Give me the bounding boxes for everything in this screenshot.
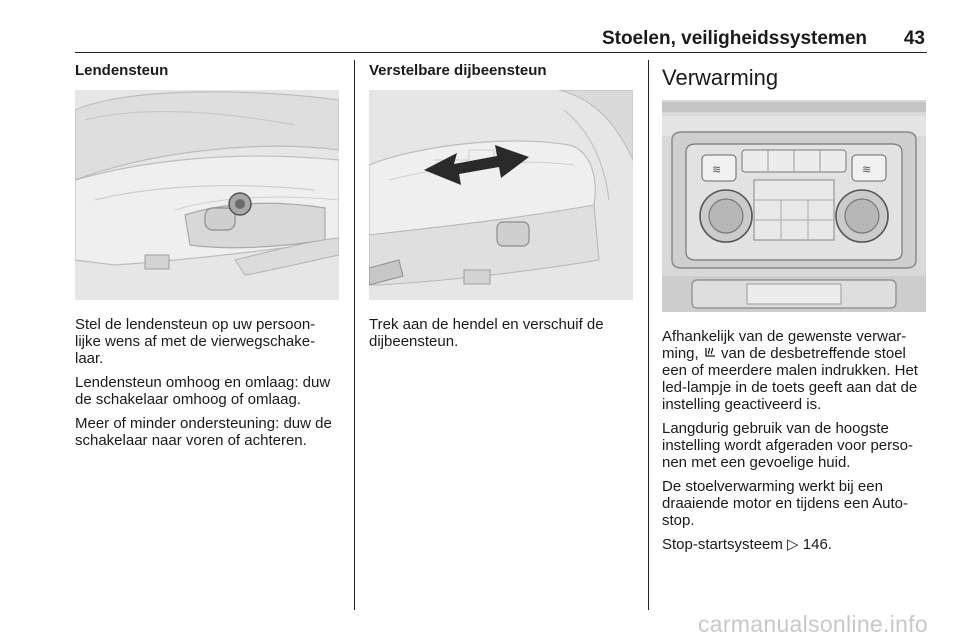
column-lumbar-support — [75, 60, 340, 456]
page-reference-link[interactable]: 146. — [802, 536, 832, 553]
lumbar-text — [75, 316, 340, 449]
paragraph: Lendensteun omhoog en omlaag: duw de schakelaar omhoog of omlaag. — [75, 374, 331, 408]
paragraph: De stoelverwarming werkt bij een draaiende motor en tijdens een Auto-stop. — [662, 478, 908, 529]
svg-text:≋: ≋ — [712, 163, 722, 176]
column-divider-2 — [648, 60, 649, 610]
page-reference-icon: ▷ — [787, 536, 799, 553]
page-header — [75, 26, 927, 53]
lumbar-seat-illustration — [75, 90, 339, 300]
column-divider-1 — [354, 60, 355, 610]
seat-heating-icon — [703, 345, 717, 361]
text-fragment: van de desbetreffende stoel een of meerdere malen indrukken. Het led-lampje in de toets geeft aan dat de instelling geactiveerd is. — [662, 345, 918, 413]
climate-panel-illustration — [662, 100, 926, 312]
section-title: Stoelen, veiligheidssystemen — [601, 28, 867, 49]
paragraph: Trek aan de hendel en verschuif de dijbeensteun. — [369, 316, 604, 350]
column-heating — [662, 60, 927, 560]
paragraph — [662, 328, 927, 413]
text-fragment: Afhankelijk van de gewenste verwar-ming, — [662, 328, 907, 362]
paragraph: Langdurig gebruik van de hoogste instelling wordt afgeraden voor perso-nen met een gevoelige huid. — [662, 420, 913, 471]
thigh-support-text — [369, 316, 634, 350]
watermark: carmanualsonline.info — [697, 611, 928, 637]
svg-text:≋: ≋ — [862, 163, 872, 176]
heating-text — [662, 328, 927, 553]
thigh-support-illustration — [369, 90, 633, 300]
column-thigh-support — [369, 60, 634, 357]
heading-thigh-support: Verstelbare dijbeensteun — [369, 62, 547, 79]
heading-lumbar-support: Lendensteun — [75, 62, 169, 79]
paragraph: Stel de lendensteun op uw persoon-lijke wens af met de vierwegschake-laar. — [75, 316, 316, 367]
heading-heating: Verwarming — [662, 65, 779, 90]
page-number: 43 — [903, 28, 925, 49]
paragraph: Meer of minder ondersteuning: duw de schakelaar naar voren of achteren. — [75, 415, 332, 449]
text-fragment: Stop-startsysteem — [662, 536, 783, 553]
paragraph — [662, 536, 927, 553]
